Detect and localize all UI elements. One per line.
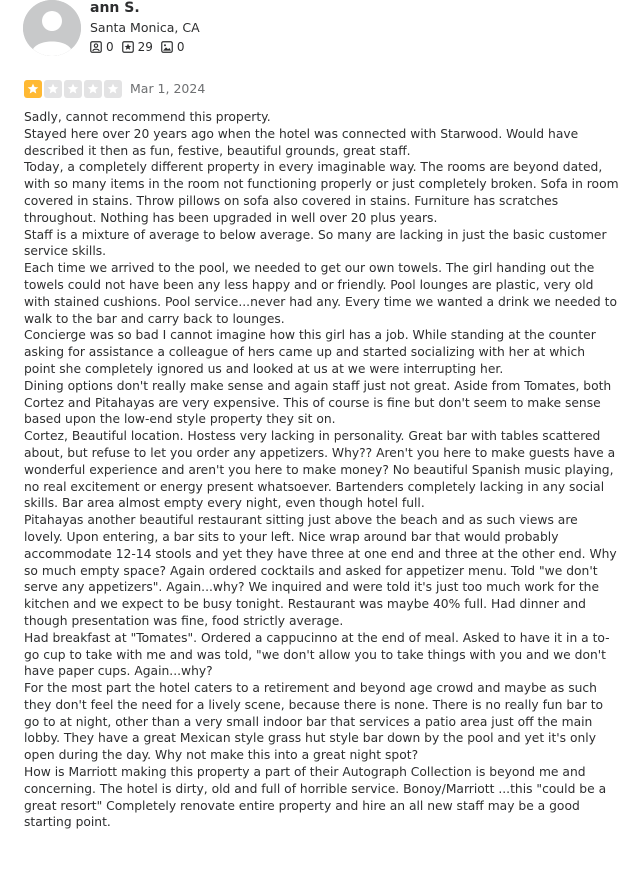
photos-stat [161,40,185,54]
user-location: Santa Monica, CA [90,20,200,35]
reviews-count: 29 [137,40,153,54]
review-paragraph: Today, a completely different property in every imaginable way. The rooms are beyond dated, with so many items in the room not functioning properly or just completely broken. Sofa in room covered in stains. Throw pillows on sofa also covered in stains. Furniture has scratches throughout. Nothing has been upgraded in well over 20 plus years. [24,160,619,225]
photo-icon [161,41,173,53]
star-empty-icon [84,80,102,98]
review-paragraph: Dining options don't really make sense and again staff just not great. Aside from Tomates, both Cortez and Pitahayas are very expensive. This of course is fine but don't seem to make sense based upon the low-end style property they sit on. [24,378,612,427]
review-paragraph: Sadly, cannot recommend this property. [24,110,271,124]
friends-count: 0 [106,40,114,54]
review-paragraph: Staff is a mixture of average to below average. So many are lacking in just the basic customer service skills. [24,227,607,259]
review-star-icon [122,41,134,53]
review-date: Mar 1, 2024 [130,81,206,96]
photos-count: 0 [176,40,185,54]
user-name[interactable]: ann S. [90,0,140,16]
review-paragraph: Pitahayas another beautiful restaurant sitting just above the beach and as such views are lovely. Upon entering, a bar sits to your left. Nice wrap around bar that would probably accommodate 12-14 stools and yet they have three at one end and three at the other end. Why so much empty space? Again ordered cocktails and asked for appetizer menu. Told "we don't serve any appetizers". Again...why? We inquired and were told it's just too much work for the kitchen and we expect to be busy tonight. Restaurant was maybe 40% full. Had dinner and though presentation was fine, food strictly average. [24,513,617,628]
user-stats [90,40,200,54]
star-filled-icon [24,80,42,98]
review-paragraph: Each time we arrived to the pool, we needed to get our own towels. The girl handing out the towels could not have been any less happy and or friendly. Pool lounges are plastic, very old with stained cushions. Pool service...never had any. Every time we wanted a drink we needed to walk to the bar and carry back to lounges. [24,261,617,326]
reviews-stat [122,40,153,54]
review-paragraph: How is Marriott making this property a part of their Autograph Collection is beyond me and concerning. The hotel is dirty, old and full of horrible service. Bonoy/Marriott ...this "could be a great resort" Completely renovate entire property and hire an all new staff may be a good starting point. [24,765,607,830]
rating-row [24,80,205,98]
review-paragraph: Concierge was so bad I cannot imagine how this girl has a job. While standing at the counter asking for assistance a colleague of hers came up and started socializing with her at which point she completely ignored us and looked at us at we were interrupting her. [24,328,596,376]
star-rating [24,80,124,98]
review-paragraph: Cortez, Beautiful location. Hostess very lacking in personality. Great bar with tables scattered about, but refuse to let you order any appetizers. Why?? Aren't you here to make guests have a wonderful experience and aren't you here to make money? No beautiful Spanish music playing, no real excitement or energy present whatsoever. Bartenders completely lacking in any social skills. Bar area almost empty every night, even though hotel full. [24,429,616,511]
star-empty-icon [44,80,62,98]
review-paragraph: Stayed here over 20 years ago when the hotel was connected with Starwood. Would have described it then as fun, festive, beautiful grounds, great staff. [24,126,579,158]
avatar[interactable] [23,0,81,56]
review-paragraph: For the most part the hotel caters to a retirement and beyond age crowd and maybe as such they don't feel the need for a lively scene, because there is none. There is no really fun bar to go to at night, other than a very small indoor bar that services a patio area just off the main lobby. They have a great Mexican style grass hut style bar down by the pool and yet it's only open during the day. Why not make this into a great night spot? [24,681,604,763]
review-paragraph: Had breakfast at "Tomates". Ordered a cappucinno at the end of meal. Asked to have it in a to-go cup to take with me and was told, "we don't allow you to take things with you and we don't have paper cups. Again...why? [24,630,610,679]
friends-stat [90,40,114,54]
star-empty-icon [64,80,82,98]
star-empty-icon [104,80,122,98]
user-info [90,0,200,54]
review-text [24,109,620,831]
default-avatar-icon [23,0,81,56]
friends-icon [90,41,102,53]
